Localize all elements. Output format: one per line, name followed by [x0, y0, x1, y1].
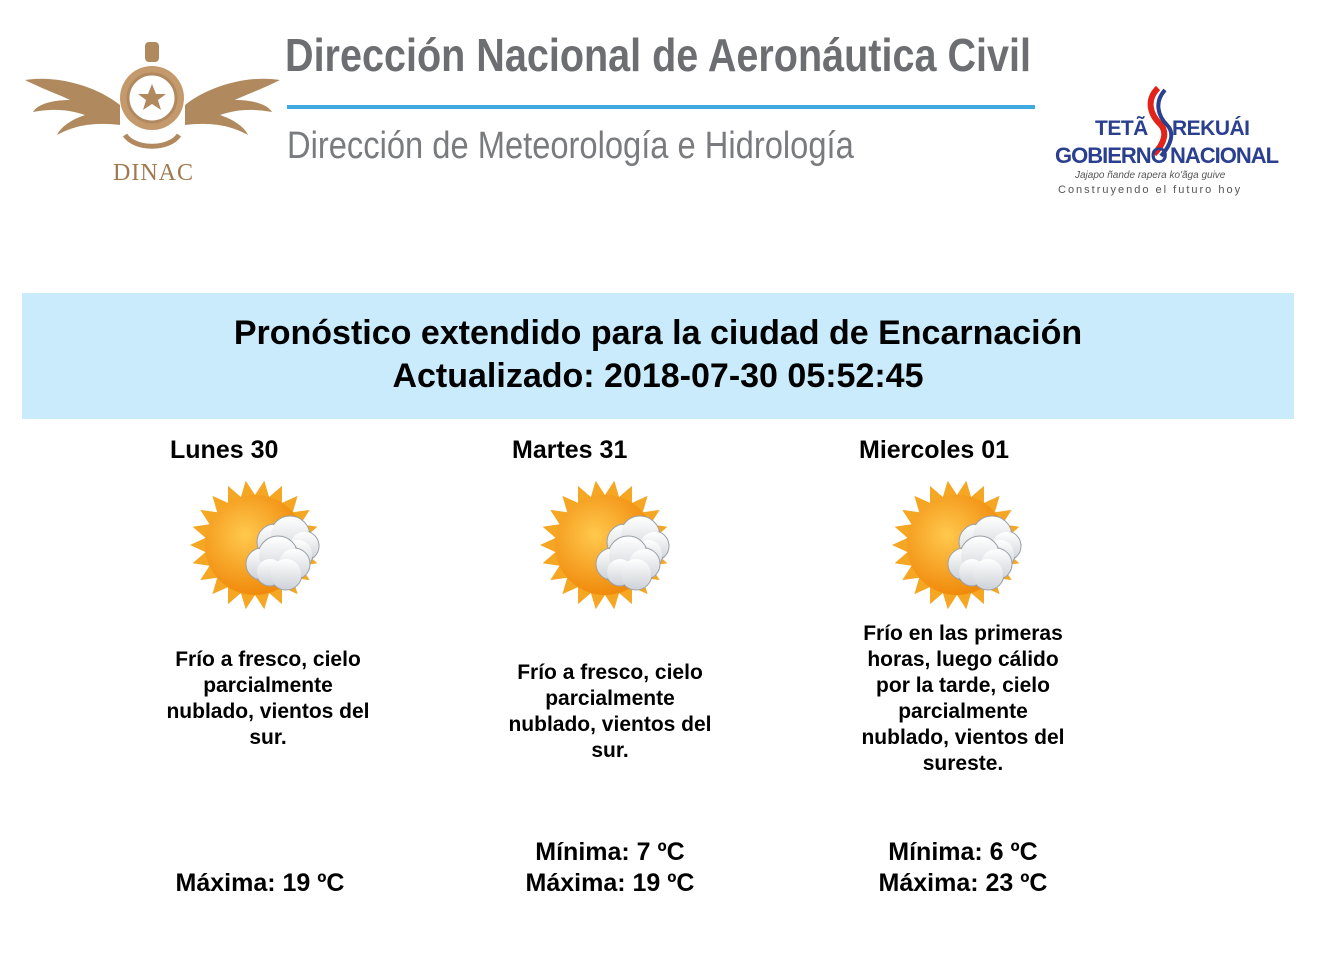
day-description: Frío a fresco, cielo parcialmente nublado, vientos del sur. — [166, 648, 370, 749]
forecast-updated-timestamp: Actualizado: 2018-07-30 05:52:45 — [392, 357, 924, 395]
gov-logo-nacional: NACIONAL — [1170, 143, 1279, 168]
min-temp: Mínima: 6 ºC — [888, 838, 1038, 866]
dinac-logo-text: DINAC — [113, 160, 194, 186]
gov-logo-rekuai: REKUÁI — [1172, 117, 1250, 140]
partly-cloudy-icon — [190, 480, 330, 620]
org-subtitle: Dirección de Meteorología e Hidrología — [287, 125, 854, 167]
forecast-day-card — [166, 430, 390, 910]
min-temp: Mínima: 7 ºC — [535, 838, 685, 866]
max-temp: Máxima: 19 ºC — [525, 869, 695, 897]
page-header — [0, 0, 1327, 230]
day-description: Frío en las primeras horas, luego cálido por la tarde, cielo parcialmente nublado, vientos del sureste. — [861, 622, 1065, 775]
max-temp: Máxima: 19 ºC — [175, 869, 345, 897]
day-description: Frío a fresco, cielo parcialmente nublado, vientos del sur. — [508, 661, 712, 762]
title-divider — [287, 105, 1035, 109]
partly-cloudy-icon — [540, 480, 680, 620]
gobierno-nacional-logo — [1050, 80, 1280, 205]
day-name: Miercoles 01 — [859, 436, 1010, 464]
forecast-day-card — [508, 430, 732, 910]
forecast-banner — [22, 293, 1294, 419]
forecast-title: Pronóstico extendido para la ciudad de Encarnación — [233, 314, 1083, 352]
partly-cloudy-icon — [892, 480, 1032, 620]
day-name: Lunes 30 — [170, 436, 279, 464]
gov-logo-teta: TETÃ — [1095, 117, 1148, 140]
gov-logo-tagline-guarani: Jajapo ñande rapera ko'ãga guive — [1075, 170, 1226, 181]
day-name: Martes 31 — [512, 436, 628, 464]
org-title: Dirección Nacional de Aeronáutica Civil — [285, 29, 1032, 81]
gov-logo-gobierno: GOBIERNO — [1055, 143, 1167, 168]
forecast-day-card — [859, 430, 1079, 910]
gov-logo-tagline: Construyendo el futuro hoy — [1058, 184, 1243, 196]
max-temp: Máxima: 23 ºC — [878, 869, 1048, 897]
